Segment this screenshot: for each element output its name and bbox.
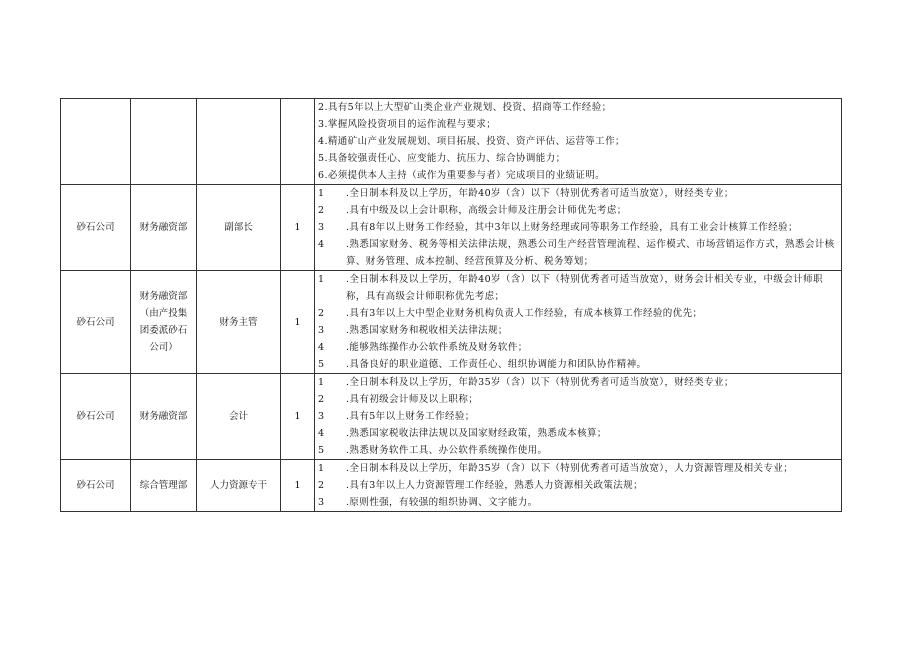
requirement-line: 6.必须提供本人主持（或作为重要参与者）完成项目的业绩证明。 — [318, 170, 606, 181]
item-text: .熟悉国家税收法律法规以及国家财经政策，熟悉成本核算； — [346, 428, 607, 439]
department-cell — [131, 99, 197, 185]
requirement-item — [318, 219, 838, 236]
requirement-item — [318, 425, 838, 442]
company-cell: 砂石公司 — [61, 374, 131, 460]
item-number: 5 — [318, 445, 325, 456]
requirement-item — [318, 202, 838, 219]
item-text: .熟悉国家财务、税务等相关法律法规，熟悉公司生产经营管理流程、运作模式、市场营销运作方式，熟悉会计核算、财务管理、成本控制、经营预算及分析、税务筹划； — [346, 239, 835, 267]
item-number: 3 — [318, 222, 325, 233]
requirement-item — [318, 391, 838, 408]
position-cell: 财务主管 — [197, 271, 281, 374]
item-number: 2 — [318, 394, 325, 405]
requirement-line: 4.精通矿山产业发展规划、项目拓展、投资、资产评估、运营等工作； — [318, 136, 625, 147]
item-text: .熟悉国家财务和税收相关法律法规； — [346, 325, 508, 336]
item-number: 1 — [318, 377, 325, 388]
requirement-item — [318, 356, 838, 373]
item-number: 4 — [318, 239, 325, 250]
item-text: .具备良好的职业道德、工作责任心、组织协调能力和团队协作精神。 — [346, 359, 647, 370]
item-number: 4 — [318, 342, 325, 353]
company-cell: 砂石公司 — [61, 185, 131, 271]
requirement-item — [318, 305, 838, 322]
position-cell — [197, 99, 281, 185]
requirement-item — [318, 460, 838, 477]
table-row — [61, 99, 842, 185]
requirement-item — [318, 339, 838, 356]
count-cell — [281, 99, 315, 185]
requirement-item — [318, 185, 838, 202]
item-number: 1 — [318, 463, 325, 474]
requirements-cell — [315, 460, 842, 512]
count-cell: 1 — [281, 374, 315, 460]
item-number: 5 — [318, 359, 325, 370]
item-text: .全日制本科及以上学历，年龄40岁（含）以下（特别优秀者可适当放宽），财经类专业； — [346, 188, 734, 199]
item-number: 3 — [318, 497, 325, 508]
department-cell: 财务融资部（由产投集团委派砂石公司） — [131, 271, 197, 374]
department-cell: 财务融资部 — [131, 185, 197, 271]
item-text: .原则性强，有较强的组织协调、文字能力。 — [346, 497, 538, 508]
item-text: .全日制本科及以上学历，年龄35岁（含）以下（特别优秀者可适当放宽），财经类专业； — [346, 377, 734, 388]
requirement-line: 3.掌握风险投资项目的运作流程与要求； — [318, 119, 497, 130]
item-number: 1 — [318, 188, 325, 199]
company-cell: 砂石公司 — [61, 271, 131, 374]
item-text: .具有8年以上财务工作经验，其中3年以上财务经理或同等职务工作经验，具有工业会计核算工作经验； — [346, 222, 798, 233]
item-text: .能够熟练操作办公软件系统及财务软件； — [346, 342, 528, 353]
item-text: .全日制本科及以上学历，年龄40岁（含）以下（特别优秀者可适当放宽），财务会计相关专业，中级会计师职称，具有高级会计师职称优先考虑； — [346, 274, 823, 302]
item-number: 1 — [318, 274, 325, 285]
requirements-cell — [315, 271, 842, 374]
item-number: 4 — [318, 428, 325, 439]
requirement-line: 5.具备较强责任心、应变能力、抗压力、综合协调能力； — [318, 153, 566, 164]
count-cell: 1 — [281, 185, 315, 271]
requirement-item — [318, 408, 838, 425]
requirements-cell — [315, 185, 842, 271]
item-text: .具有5年以上财务工作经验； — [346, 411, 475, 422]
item-number: 3 — [318, 411, 325, 422]
item-text: .具有3年以上人力资源管理工作经验，熟悉人力资源相关政策法规； — [346, 480, 643, 491]
item-number: 2 — [318, 480, 325, 491]
item-text: .具有中级及以上会计职称，高级会计师及注册会计师优先考虑； — [346, 205, 627, 216]
position-cell: 人力资源专干 — [197, 460, 281, 512]
item-text: .具有3年以上大中型企业财务机构负责人工作经验，有成本核算工作经验的优先； — [346, 308, 703, 319]
table-row — [61, 271, 842, 374]
requirement-item — [318, 374, 838, 391]
requirement-item — [318, 271, 838, 305]
company-cell: 砂石公司 — [61, 460, 131, 512]
requirement-item — [318, 477, 838, 494]
requirement-item — [318, 322, 838, 339]
requirement-line: 2.具有5年以上大型矿山类企业产业规划、投资、招商等工作经验； — [318, 102, 612, 113]
item-number: 2 — [318, 308, 325, 319]
item-number: 3 — [318, 325, 325, 336]
requirements-cell — [315, 374, 842, 460]
recruitment-table — [60, 98, 842, 512]
position-cell: 会计 — [197, 374, 281, 460]
department-cell: 综合管理部 — [131, 460, 197, 512]
table-row — [61, 460, 842, 512]
requirement-item — [318, 442, 838, 459]
item-text: .全日制本科及以上学历，年龄35岁（含）以下（特别优秀者可适当放宽），人力资源管理及相关专业； — [346, 463, 794, 474]
item-number: 2 — [318, 205, 325, 216]
company-cell — [61, 99, 131, 185]
position-cell: 副部长 — [197, 185, 281, 271]
requirement-item — [318, 494, 838, 511]
table-row — [61, 185, 842, 271]
requirements-cell — [315, 99, 842, 185]
count-cell: 1 — [281, 460, 315, 512]
table-row — [61, 374, 842, 460]
department-cell: 财务融资部 — [131, 374, 197, 460]
count-cell: 1 — [281, 271, 315, 374]
requirement-item — [318, 236, 838, 270]
item-text: .具有初级会计师及以上职称； — [346, 394, 479, 405]
item-text: .熟悉财务软件工具、办公软件系统操作使用。 — [346, 445, 548, 456]
